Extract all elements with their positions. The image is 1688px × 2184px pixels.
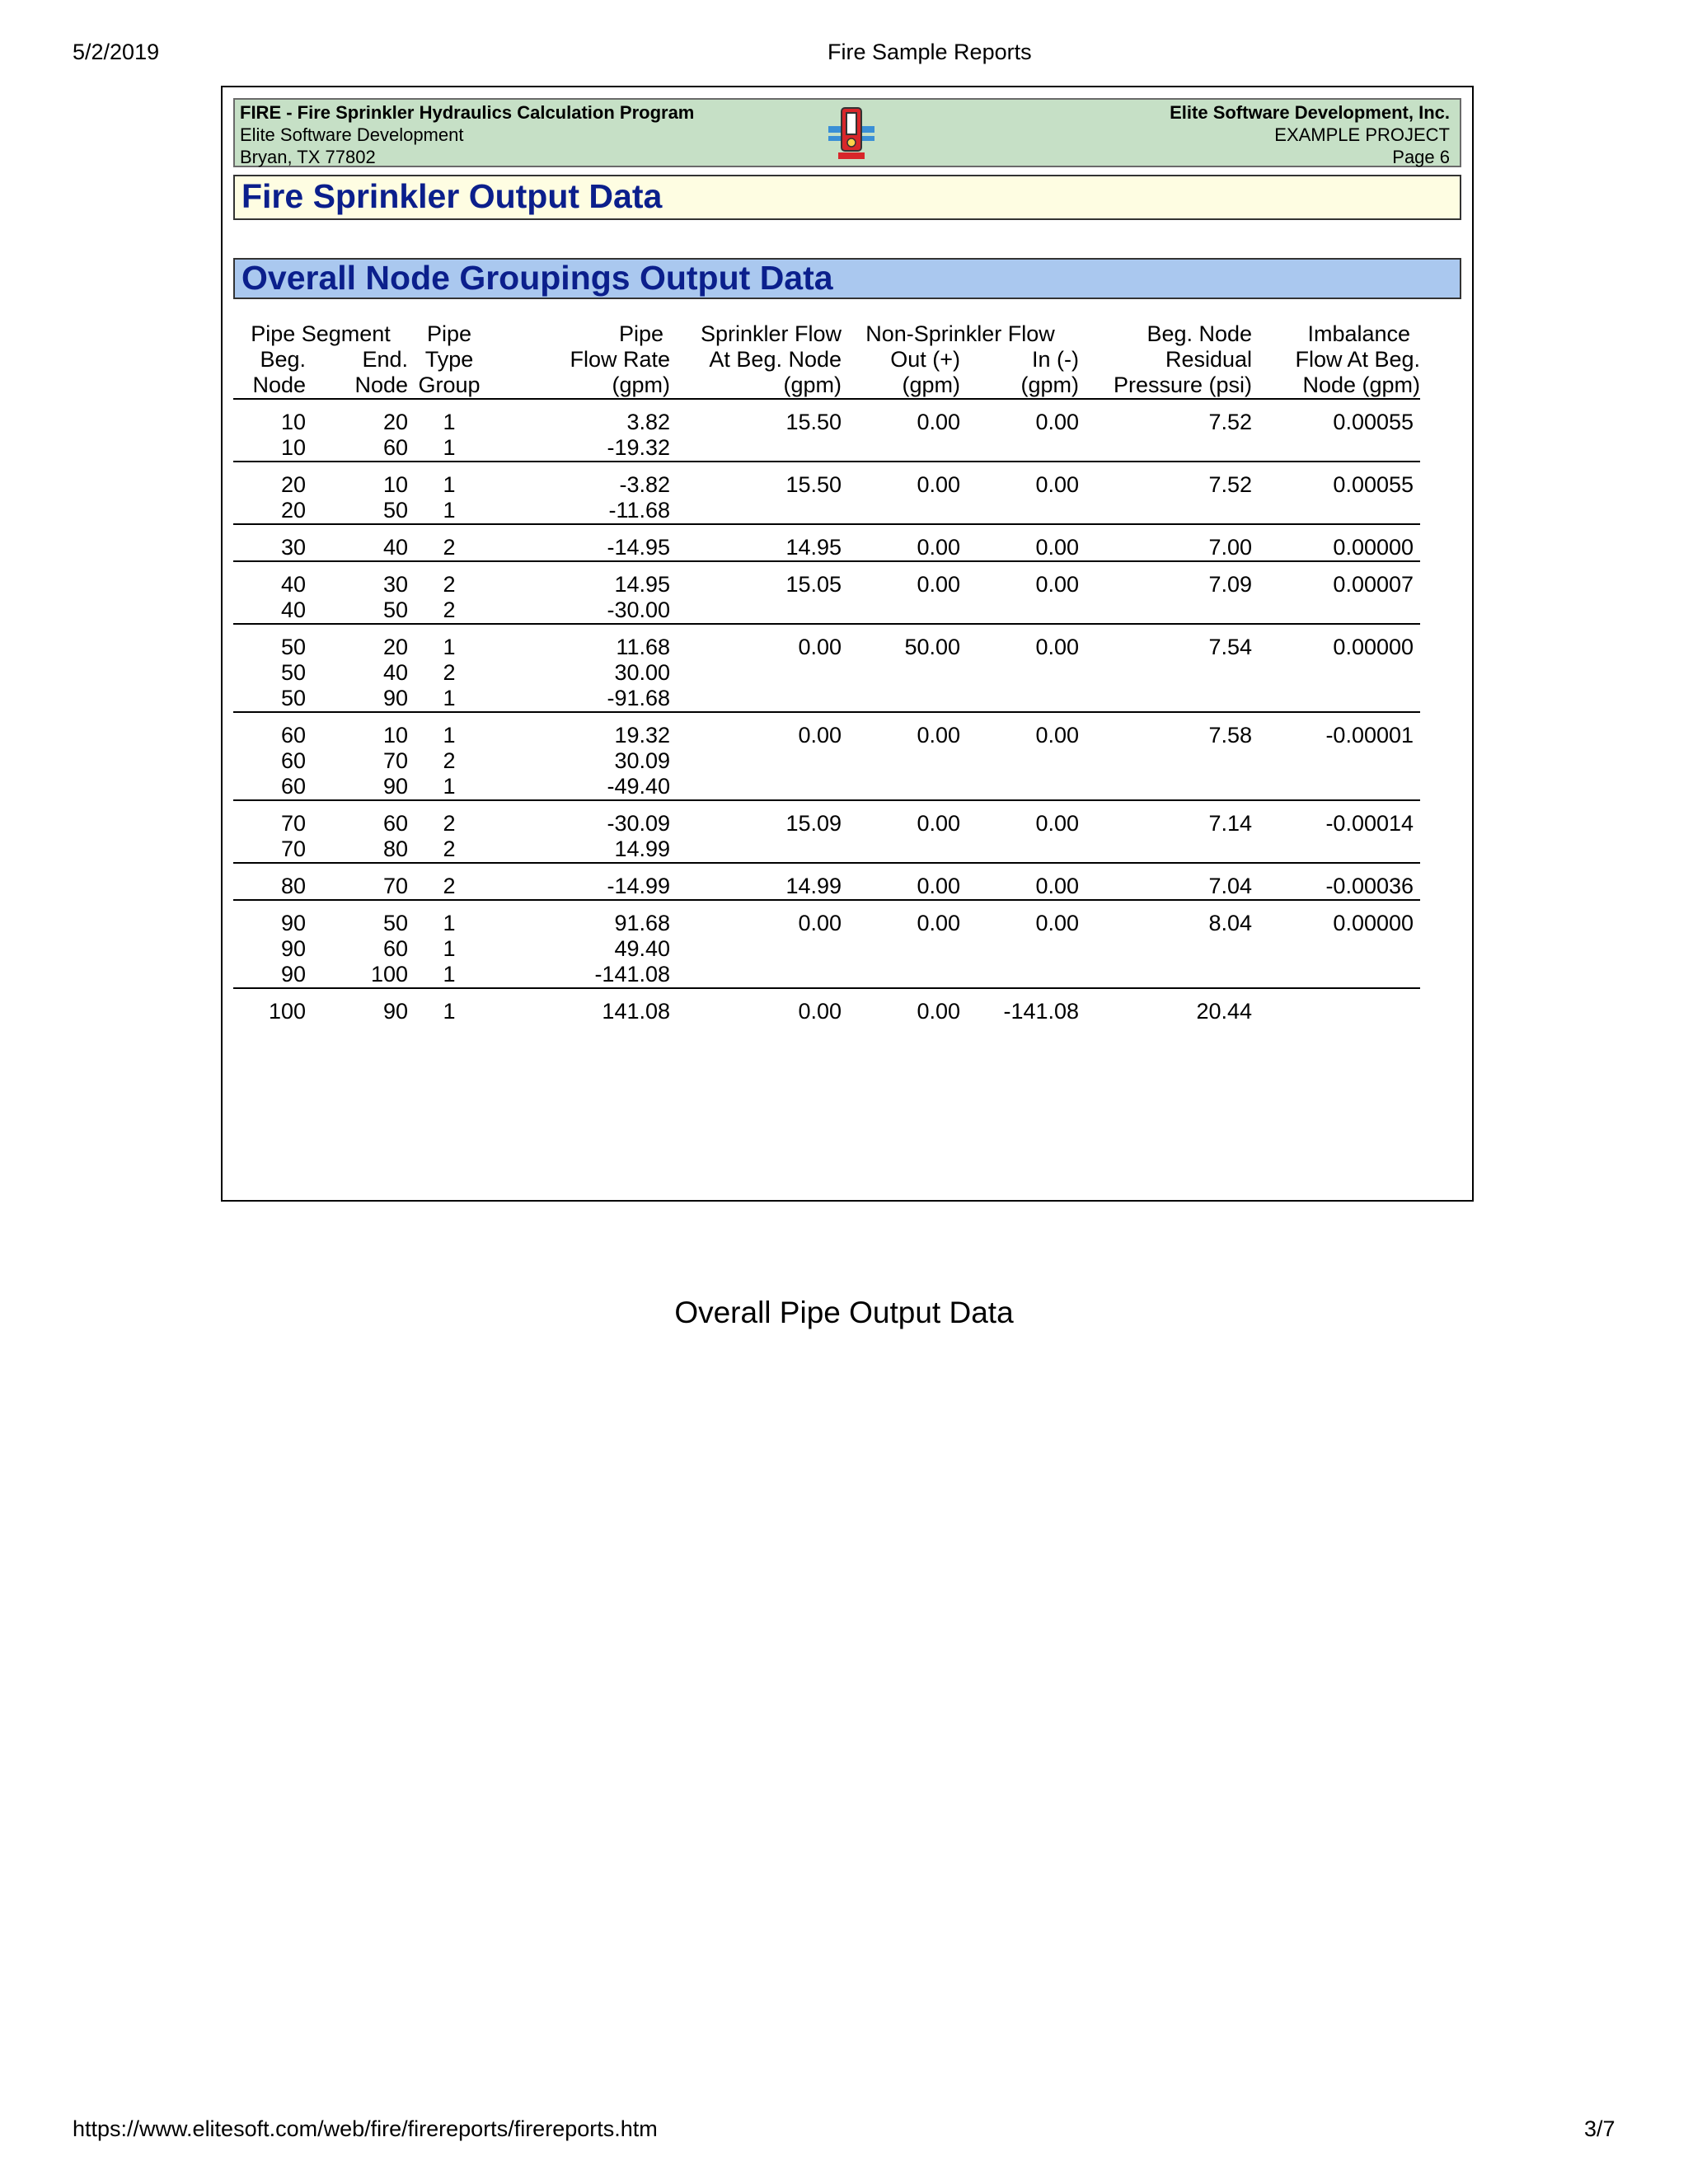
col-in: In (-)	[1032, 347, 1080, 372]
cell-flow-rate: -11.68	[490, 498, 670, 524]
cell-end-node: 20	[382, 410, 409, 434]
col-sprinkler-flow: Sprinkler Flow	[700, 321, 842, 346]
cell-flow-in	[960, 660, 1079, 686]
cell-flow-in: 0.00	[1035, 911, 1080, 935]
cell-flow-rate: -30.00	[490, 598, 670, 624]
cell-flow-in	[960, 748, 1079, 774]
spacer-row	[233, 712, 1420, 723]
cell-residual-pressure	[1079, 498, 1252, 524]
cell-imbalance	[1252, 999, 1420, 1024]
cell-flow-in: 0.00	[1035, 635, 1080, 659]
cell-imbalance	[1252, 936, 1420, 962]
cell-imbalance	[1252, 498, 1420, 524]
spacer-cell	[233, 988, 1420, 999]
cell-flow-rate: -19.32	[490, 435, 670, 462]
cell-flow-rate: 14.95	[614, 572, 671, 597]
cell-sprinkler-flow	[670, 962, 842, 988]
cell-beg-node: 80	[233, 874, 306, 900]
cell-beg-node: 60	[280, 723, 306, 748]
cell-flow-rate: -3.82	[619, 472, 671, 497]
table-row	[233, 686, 1420, 712]
cell-beg-node: 20	[280, 472, 306, 497]
cell-flow-in: 0.00	[1035, 572, 1080, 597]
project-name: EXAMPLE PROJECT	[1274, 124, 1450, 145]
cell-flow-rate: -91.68	[490, 686, 670, 712]
cell-sprinkler-flow: 15.09	[785, 811, 842, 836]
col-pressure: Pressure (psi)	[1079, 373, 1252, 399]
cell-end-node: 70	[306, 874, 408, 900]
cell-flow-rate: -14.95	[490, 535, 670, 561]
cell-pipe-type: 1	[443, 635, 456, 659]
cell-pipe-type: 1	[443, 936, 456, 961]
col-gpm-in: (gpm)	[960, 373, 1079, 399]
cell-pipe-type: 2	[443, 660, 456, 685]
table-row	[233, 435, 1420, 462]
report-page	[221, 86, 1474, 1202]
table-row	[233, 774, 1420, 800]
cell-imbalance: 0.00007	[1333, 572, 1414, 597]
cell-flow-rate: 11.68	[616, 635, 671, 659]
cell-beg-node: 100	[268, 999, 306, 1024]
spacer-cell	[233, 561, 1420, 572]
subsection-title: Overall Node Groupings Output Data	[233, 258, 1461, 299]
cell-flow-out	[842, 962, 960, 988]
cell-end-node: 60	[382, 811, 409, 836]
cell-end-node: 30	[382, 572, 409, 597]
cell-flow-out: 0.00	[917, 911, 961, 935]
spacer-cell	[233, 900, 1420, 911]
table-row	[233, 535, 1420, 561]
col-beg: Beg.	[260, 347, 306, 372]
cell-residual-pressure: 7.14	[1208, 811, 1253, 836]
cell-sprinkler-flow	[670, 936, 842, 962]
cell-flow-in	[960, 498, 1079, 524]
cell-residual-pressure: 7.00	[1079, 535, 1252, 561]
cell-flow-in: 0.00	[1035, 410, 1080, 434]
cell-beg-node: 50	[233, 686, 306, 712]
cell-beg-node: 70	[280, 811, 306, 836]
spacer-row	[233, 863, 1420, 874]
cell-sprinkler-flow	[670, 774, 842, 800]
cell-beg-node: 10	[280, 410, 306, 434]
cell-flow-out: 0.00	[917, 999, 961, 1024]
cell-sprinkler-flow	[670, 498, 842, 524]
company-city: Bryan, TX 77802	[240, 147, 376, 167]
table-row	[233, 962, 1420, 988]
col-type: Type	[424, 347, 474, 372]
cell-residual-pressure: 7.58	[1208, 723, 1253, 748]
cell-residual-pressure	[1079, 837, 1252, 863]
cell-flow-in	[960, 936, 1079, 962]
cell-sprinkler-flow	[670, 837, 842, 863]
cell-pipe-type: 1	[443, 999, 456, 1024]
cell-sprinkler-flow: 15.05	[785, 572, 842, 597]
col-gpm-out: (gpm)	[842, 373, 960, 399]
cell-flow-out	[842, 686, 960, 712]
table-row	[233, 936, 1420, 962]
cell-flow-rate: 49.40	[614, 936, 671, 961]
cell-flow-out: 50.00	[904, 635, 961, 659]
cell-end-node: 80	[306, 837, 408, 863]
cell-beg-node: 90	[280, 911, 306, 935]
cell-beg-node: 50	[280, 635, 306, 659]
cell-end-node: 20	[382, 635, 409, 659]
spacer-cell	[233, 624, 1420, 635]
table-body	[233, 399, 1420, 1024]
page-number: Page 6	[1392, 147, 1450, 167]
cell-sprinkler-flow: 15.50	[785, 472, 842, 497]
cell-pipe-type: 2	[408, 874, 490, 900]
cell-sprinkler-flow: 14.99	[670, 874, 842, 900]
cell-flow-in	[960, 686, 1079, 712]
cell-flow-rate: -141.08	[490, 962, 670, 988]
col-flow-at-beg: Flow At Beg.	[1295, 347, 1421, 372]
spacer-cell	[233, 462, 1420, 472]
col-pipe-segment: Pipe Segment	[251, 321, 391, 346]
cell-imbalance	[1252, 598, 1420, 624]
cell-pipe-type: 1	[443, 911, 456, 935]
cell-pipe-type: 2	[443, 748, 456, 773]
cell-pipe-type: 1	[408, 498, 490, 524]
cell-residual-pressure: 7.52	[1208, 472, 1253, 497]
cell-flow-rate: 19.32	[614, 723, 671, 748]
cell-sprinkler-flow	[670, 686, 842, 712]
table-row	[233, 837, 1420, 863]
col-pipe-flow: Pipe	[618, 321, 664, 346]
table-row	[233, 874, 1420, 900]
cell-end-node: 60	[306, 435, 408, 462]
cell-imbalance: 0.00000	[1333, 911, 1414, 935]
cell-flow-in	[960, 435, 1079, 462]
col-out: Out (+)	[890, 347, 961, 372]
cell-flow-rate: -30.09	[607, 811, 671, 836]
table-row	[233, 410, 1420, 435]
cell-end-node: 50	[382, 911, 409, 935]
cell-flow-out: 0.00	[917, 811, 961, 836]
cell-pipe-type: 2	[408, 535, 490, 561]
cell-sprinkler-flow: 0.00	[798, 723, 842, 748]
print-page-count: 3/7	[1584, 2116, 1615, 2141]
cell-residual-pressure: 7.52	[1208, 410, 1253, 434]
cell-flow-rate: 30.09	[614, 748, 671, 773]
cell-end-node: 60	[382, 936, 409, 961]
cell-flow-in	[960, 774, 1079, 800]
cell-flow-in: 0.00	[960, 874, 1079, 900]
cell-imbalance: -0.00014	[1325, 811, 1414, 836]
cell-beg-node: 90	[280, 936, 306, 961]
cell-flow-out	[842, 660, 960, 686]
cell-end-node: 70	[382, 748, 409, 773]
cell-pipe-type: 1	[443, 410, 456, 434]
cell-beg-node: 60	[280, 748, 306, 773]
cell-sprinkler-flow: 0.00	[798, 999, 842, 1024]
cell-sprinkler-flow	[670, 435, 842, 462]
cell-end-node: 90	[306, 774, 408, 800]
program-name: FIRE - Fire Sprinkler Hydraulics Calculation Program	[240, 102, 695, 123]
col-node-gpm: Node (gpm)	[1252, 373, 1420, 399]
cell-pipe-type: 1	[443, 723, 456, 748]
cell-pipe-type: 1	[443, 472, 456, 497]
cell-flow-out	[842, 936, 960, 962]
header-row-1	[233, 321, 1420, 347]
cell-beg-node: 50	[280, 660, 306, 685]
cell-sprinkler-flow: 0.00	[798, 911, 842, 935]
spacer-cell	[233, 800, 1420, 811]
banner-left	[240, 101, 694, 168]
cell-end-node: 40	[306, 535, 408, 561]
cell-imbalance	[1252, 435, 1420, 462]
col-group: Group	[408, 373, 490, 399]
cell-end-node: 100	[306, 962, 408, 988]
cell-flow-out	[842, 837, 960, 863]
cell-flow-in: 0.00	[1035, 811, 1080, 836]
cell-imbalance: -0.00036	[1252, 874, 1420, 900]
cell-pipe-type: 1	[408, 435, 490, 462]
col-imbalance: Imbalance	[1307, 321, 1411, 346]
cell-pipe-type: 1	[408, 774, 490, 800]
cell-flow-out: 0.00	[917, 472, 961, 497]
spacer-row	[233, 988, 1420, 999]
cell-flow-out	[842, 435, 960, 462]
cell-residual-pressure	[1079, 774, 1252, 800]
header-row-2	[233, 347, 1420, 373]
cell-flow-in: -141.08	[1003, 999, 1080, 1024]
cell-end-node: 40	[382, 660, 409, 685]
cell-sprinkler-flow	[670, 748, 842, 774]
cell-residual-pressure	[1079, 686, 1252, 712]
spacer-row	[233, 900, 1420, 911]
cell-imbalance	[1252, 660, 1420, 686]
cell-flow-out	[842, 598, 960, 624]
cell-sprinkler-flow: 14.95	[670, 535, 842, 561]
spacer-cell	[233, 399, 1420, 410]
cell-residual-pressure	[1079, 435, 1252, 462]
vendor-name: Elite Software Development, Inc.	[1170, 102, 1450, 123]
cell-end-node: 50	[306, 598, 408, 624]
cell-flow-out	[842, 498, 960, 524]
cell-imbalance	[1252, 686, 1420, 712]
cell-flow-out	[842, 748, 960, 774]
spacer-row	[233, 462, 1420, 472]
spacer-row	[233, 624, 1420, 635]
col-end: End.	[362, 347, 409, 372]
cell-end-node: 10	[382, 723, 409, 748]
cell-imbalance: 0.00055	[1333, 410, 1414, 434]
cell-pipe-type: 1	[408, 962, 490, 988]
cell-pipe-type: 2	[443, 572, 456, 597]
cell-imbalance: 0.00055	[1333, 472, 1414, 497]
col-node-beg: Node	[233, 373, 306, 399]
spacer-row	[233, 561, 1420, 572]
cell-flow-out: 0.00	[842, 535, 960, 561]
cell-flow-in: 0.00	[1035, 472, 1080, 497]
cell-flow-in	[960, 962, 1079, 988]
cell-beg-node: 30	[233, 535, 306, 561]
caption: Overall Pipe Output Data	[674, 1296, 1014, 1329]
table-row	[233, 635, 1420, 660]
cell-residual-pressure: 8.04	[1208, 911, 1253, 935]
print-date: 5/2/2019	[73, 40, 160, 64]
cell-residual-pressure	[1079, 598, 1252, 624]
table-row	[233, 660, 1420, 686]
cell-flow-out	[842, 774, 960, 800]
cell-residual-pressure: 20.44	[1196, 999, 1253, 1024]
cell-sprinkler-flow	[670, 598, 842, 624]
cell-beg-node: 10	[233, 435, 306, 462]
cell-residual-pressure	[1079, 660, 1252, 686]
col-pipe-type: Pipe	[426, 321, 472, 346]
cell-flow-out: 0.00	[842, 874, 960, 900]
cell-flow-rate: 30.00	[614, 660, 671, 685]
cell-residual-pressure	[1079, 748, 1252, 774]
cell-end-node: 10	[382, 472, 409, 497]
print-title: Fire Sample Reports	[828, 40, 1032, 64]
table-row	[233, 572, 1420, 598]
cell-flow-in: 0.00	[960, 535, 1079, 561]
cell-flow-in	[960, 837, 1079, 863]
cell-flow-out: 0.00	[917, 723, 961, 748]
cell-beg-node: 70	[233, 837, 306, 863]
cell-flow-rate: 14.99	[490, 837, 670, 863]
cell-imbalance	[1252, 837, 1420, 863]
table-row	[233, 598, 1420, 624]
table-row	[233, 811, 1420, 837]
table-row	[233, 498, 1420, 524]
col-flow-rate: Flow Rate	[570, 347, 671, 372]
cell-imbalance: -0.00001	[1325, 723, 1414, 748]
cell-imbalance: 0.00000	[1252, 535, 1420, 561]
col-gpm-flow: (gpm)	[490, 373, 670, 399]
cell-end-node: 90	[306, 686, 408, 712]
report-banner	[233, 98, 1461, 167]
cell-beg-node: 90	[233, 962, 306, 988]
cell-flow-rate: 3.82	[626, 410, 671, 434]
cell-pipe-type: 2	[408, 598, 490, 624]
table-row	[233, 472, 1420, 498]
cell-flow-rate: -14.99	[490, 874, 670, 900]
node-groupings-table	[233, 321, 1420, 1024]
cell-imbalance	[1252, 748, 1420, 774]
table-row	[233, 748, 1420, 774]
header-row-3	[233, 373, 1420, 399]
cell-sprinkler-flow: 15.50	[785, 410, 842, 434]
spacer-row	[233, 800, 1420, 811]
cell-residual-pressure: 7.54	[1208, 635, 1253, 659]
cell-residual-pressure	[1079, 936, 1252, 962]
cell-sprinkler-flow: 0.00	[798, 635, 842, 659]
cell-flow-in: 0.00	[1035, 723, 1080, 748]
spacer-cell	[233, 712, 1420, 723]
cell-residual-pressure: 7.09	[1208, 572, 1253, 597]
col-at-beg-node: At Beg. Node	[709, 347, 842, 372]
cell-beg-node: 40	[280, 572, 306, 597]
sprinkler-logo-icon	[822, 103, 881, 162]
section-title: Fire Sprinkler Output Data	[233, 175, 1461, 220]
cell-residual-pressure	[1079, 962, 1252, 988]
spacer-row	[233, 524, 1420, 535]
cell-pipe-type: 2	[443, 811, 456, 836]
cell-beg-node: 20	[233, 498, 306, 524]
cell-flow-in	[960, 598, 1079, 624]
cell-flow-rate: 141.08	[602, 999, 671, 1024]
spacer-cell	[233, 524, 1420, 535]
cell-pipe-type: 2	[408, 837, 490, 863]
cell-beg-node: 60	[233, 774, 306, 800]
table-row	[233, 723, 1420, 748]
cell-residual-pressure: 7.04	[1079, 874, 1252, 900]
cell-flow-out: 0.00	[917, 572, 961, 597]
table-row	[233, 999, 1420, 1024]
company-name: Elite Software Development	[240, 124, 464, 145]
col-residual: Residual	[1165, 347, 1253, 372]
cell-end-node: 90	[382, 999, 409, 1024]
col-node-end: Node	[306, 373, 408, 399]
cell-imbalance: 0.00000	[1333, 635, 1414, 659]
cell-flow-rate: -49.40	[490, 774, 670, 800]
cell-imbalance	[1252, 962, 1420, 988]
spacer-cell	[233, 863, 1420, 874]
banner-right	[1170, 101, 1450, 168]
table-row	[233, 911, 1420, 936]
col-beg-node: Beg. Node	[1146, 321, 1253, 346]
cell-sprinkler-flow	[670, 660, 842, 686]
cell-beg-node: 40	[233, 598, 306, 624]
print-url: https://www.elitesoft.com/web/fire/firereports/firereports.htm	[73, 2116, 658, 2141]
col-non-sprinkler-flow: Non-Sprinkler Flow	[865, 321, 1055, 346]
col-gpm-sprinkler: (gpm)	[670, 373, 842, 399]
cell-flow-rate: 91.68	[614, 911, 671, 935]
cell-flow-out: 0.00	[917, 410, 961, 434]
cell-imbalance	[1252, 774, 1420, 800]
cell-pipe-type: 1	[408, 686, 490, 712]
spacer-row	[233, 399, 1420, 410]
cell-end-node: 50	[306, 498, 408, 524]
